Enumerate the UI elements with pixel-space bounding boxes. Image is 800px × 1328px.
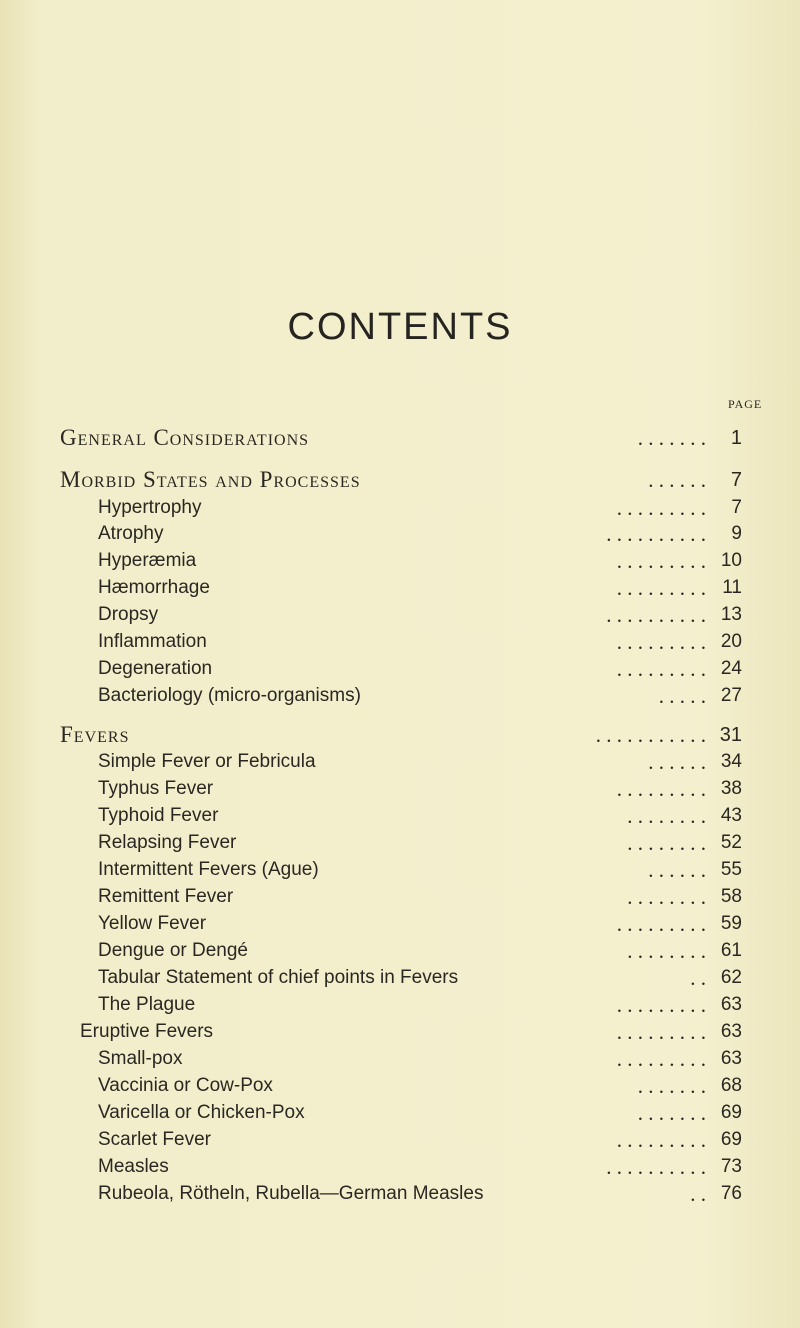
toc-entry-page: 7 [730,469,742,491]
toc-entry-title: Eruptive Fevers [80,1021,214,1042]
toc-entry [98,548,742,574]
toc-entry-title: Degeneration [98,658,213,679]
toc-entry-title: Hæmorrhage [98,577,210,598]
toc-entry-title: Scarlet Fever [98,1129,211,1150]
toc-entry [98,1127,742,1153]
toc-entry-page: 43 [720,805,742,826]
toc-entry-leader: . . . . . . . . . [616,993,706,1017]
toc-entry-leader: . . . . . . . . . [616,549,706,573]
toc-entry-title: Small-pox [98,1048,183,1069]
toc-section-entry [60,467,742,493]
toc-entry-leader: . . . . . . . . [627,885,706,909]
toc-entry-title: Remittent Fever [98,886,234,907]
toc-entry-page: 9 [731,523,742,544]
toc-entry [80,1019,742,1045]
toc-section-entry [60,722,742,748]
toc-entry [98,992,742,1018]
toc-entry-title: Simple Fever or Febricula [98,751,316,772]
page-column-label: PAGE [728,397,763,411]
toc-entry [98,575,742,601]
toc-entry-title: Hypertrophy [98,497,202,518]
toc-entry-page: 38 [720,778,742,799]
toc-entry [98,830,742,856]
toc-entry-title: Tabular Statement of chief points in Fevers [98,967,459,988]
toc-entry-leader: . . . . . . . . . . [606,1155,706,1179]
toc-entry-page: 62 [720,967,742,988]
toc-entry-page: 69 [720,1129,742,1150]
toc-entry [98,749,742,775]
toc-entry-leader: . . . . . . . . . [616,630,706,654]
toc-entry-title: Morbid States and Processes [60,467,361,492]
toc-entry-title: Fevers [60,722,130,747]
toc-entry-page: 10 [720,550,742,571]
toc-entry [98,965,742,991]
toc-entry-leader: . . . . . . . . . [616,496,706,520]
toc-entry-leader: . . . . . . . . [627,804,706,828]
toc-entry-title: Yellow Fever [98,913,207,934]
toc-entry [98,656,742,682]
toc-entry-leader: . . . . . . [648,858,706,882]
toc-entry-page: 13 [720,604,742,625]
toc-entry-leader: . . . . . . . . . [616,1128,706,1152]
toc-entry-leader: . . . . . . . . . . . [595,723,706,747]
toc-entry [98,884,742,910]
toc-entry [98,521,742,547]
toc-entry-title: Atrophy [98,523,164,544]
toc-entry-title: Measles [98,1156,169,1177]
toc-entry-leader: . . . . . . . . [627,939,706,963]
toc-entry-page: 20 [720,631,742,652]
toc-entry-leader: . . . . . . . [637,426,706,450]
toc-entry-page: 11 [722,577,742,598]
toc-entry-page: 58 [720,886,742,907]
toc-entry-leader: . . . . . . . [637,1074,706,1098]
toc-entry-page: 55 [720,859,742,880]
toc-entry-leader: . . . . . . . . . [616,657,706,681]
toc-entry-page: 63 [720,994,742,1015]
toc-entry-page: 63 [720,1048,742,1069]
toc-entry-page: 27 [720,685,742,706]
toc-entry [98,1100,742,1126]
toc-entry-page: 1 [730,427,742,449]
toc-entry [98,776,742,802]
toc-entry-page: 31 [719,724,742,746]
toc-entry-page: 59 [720,913,742,934]
toc-entry-title: Vaccinia or Cow-Pox [98,1075,273,1096]
toc-entry-title: General Considerations [60,425,310,450]
toc-entry [98,1154,742,1180]
toc-entry-page: 69 [720,1102,742,1123]
toc-entry-title: Bacteriology (micro-organisms) [98,685,361,706]
toc-entry-leader: . . . . . [658,684,706,708]
toc-entry-title: Hyperæmia [98,550,197,571]
toc-entry [98,495,742,521]
toc-entry [98,911,742,937]
toc-entry [98,857,742,883]
toc-entry-title: Typhoid Fever [98,805,219,826]
toc-entry-page: 68 [720,1075,742,1096]
toc-entry-leader: . . . . . . . . . . [606,522,706,546]
toc-entry-page: 24 [720,658,742,679]
toc-entry [98,683,742,709]
toc-entry-leader: . . . . . . . . . [616,912,706,936]
page-title: CONTENTS [287,306,513,348]
toc-entry-title: Rubeola, Rötheln, Rubella—German Measles [98,1183,484,1204]
toc-entry-leader: . . . . . . . . . [616,1020,706,1044]
toc-entry-leader: . . . . . . . . . [616,1047,706,1071]
toc-entry [98,602,742,628]
toc-entry-title: Inflammation [98,631,207,652]
toc-entry-title: Intermittent Fevers (Ague) [98,859,319,880]
toc-entry-leader: . . . . . . . . . [616,576,706,600]
toc-entry [98,1046,742,1072]
toc-entry-page: 76 [720,1183,742,1204]
toc-entry [98,1181,742,1207]
toc-entry-page: 7 [731,497,742,518]
toc-entry [98,1073,742,1099]
toc-entry-page: 34 [720,751,742,772]
toc-entry-page: 61 [720,940,742,961]
toc-entry-leader: . . [690,1182,706,1206]
toc-entry-page: 73 [720,1156,742,1177]
toc-entry-title: Dropsy [98,604,159,625]
toc-entry-leader: . . . . . . [648,750,706,774]
toc-entry-leader: . . . . . . . . . . [606,603,706,627]
toc-entry-title: Dengue or Dengé [98,940,248,961]
toc-entry-title: Relapsing Fever [98,832,237,853]
toc-entry-leader: . . . . . . . . . [616,777,706,801]
toc-entry-page: 52 [720,832,742,853]
toc-entry-leader: . . . . . . [648,468,706,492]
toc-entry-leader: . . [690,966,706,990]
toc-section-entry [60,425,742,451]
toc-entry [98,629,742,655]
toc-entry-leader: . . . . . . . . [627,831,706,855]
toc-entry-title: Typhus Fever [98,778,214,799]
toc-entry [98,803,742,829]
toc-entry-title: Varicella or Chicken-Pox [98,1102,305,1123]
toc-entry [98,938,742,964]
toc-entry-leader: . . . . . . . [637,1101,706,1125]
toc-entry-page: 63 [720,1021,742,1042]
toc-entry-title: The Plague [98,994,196,1015]
